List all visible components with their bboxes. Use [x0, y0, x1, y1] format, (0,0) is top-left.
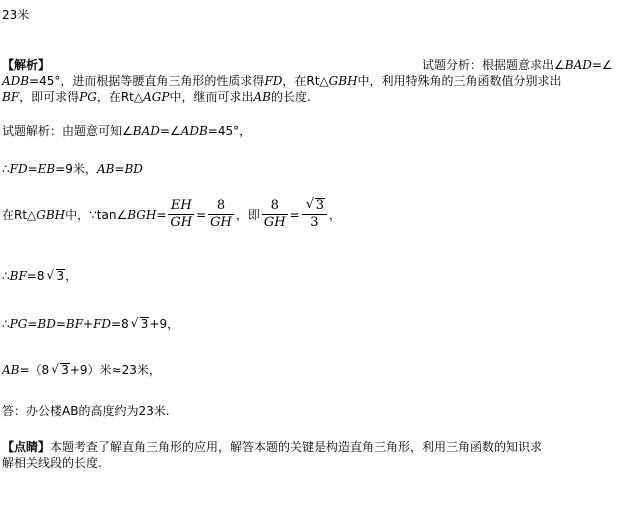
- solution-line-6: AB=（8√ 3+9）米≈23米，: [2, 363, 161, 377]
- analysis-line-2: ADB=45°，进而根据等腰直角三角形的性质求得FD，在Rt△GBH中，利用特殊角的三角函数值分别求出: [2, 74, 562, 88]
- fraction-8-over-gh-2: $\frac{8}{GH}$: [263, 198, 286, 230]
- analysis-label: 【解析】: [2, 58, 51, 72]
- analysis-intro: 试题分析：根据题意求出∠BAD=∠: [422, 58, 613, 72]
- sqrt-symbol: √ 3: [51, 363, 70, 377]
- solution-line-1: 试题解析：由题意可知∠BAD=∠ADB=45°，: [2, 124, 252, 138]
- solution-answer: 答：办公楼AB的高度约为23米.: [2, 404, 170, 418]
- comment-line-1: 【点睛】本题考查了解直角三角形的应用，解答本题的关键是构造直角三角形，利用三角函数的知识求: [2, 440, 543, 454]
- solution-line-4: ∴BF=8√ 3，: [2, 269, 77, 283]
- solution-line-2: ∴FD=EB=9米，AB=BD: [2, 162, 143, 176]
- analysis-line-1: [2, 58, 630, 72]
- answer-text: 23米: [2, 8, 30, 22]
- fraction-8-over-gh: $\frac{8}{GH}$: [210, 198, 232, 230]
- solution-line-5: ∴PG=BD=BF+FD=8√ 3+9，: [2, 317, 179, 331]
- analysis-line-3: BF，即可求得PG，在Rt△AGP中，继而可求出AB的长度.: [2, 90, 311, 104]
- sqrt-symbol: √ 3: [306, 198, 325, 214]
- comment-label: 【点睛】: [2, 440, 51, 454]
- sqrt-symbol: √ 3: [131, 317, 150, 331]
- comment-line-2: 解相关线段的长度.: [2, 456, 102, 470]
- fraction-sqrt3-over-3: √ $\frac{3}{3}$: [302, 198, 327, 231]
- fraction-eh-over-gh: $\frac{EH}{GH}$: [170, 198, 193, 230]
- sqrt-symbol: √ 3: [47, 269, 66, 283]
- solution-line-3: 在Rt△ GBH 中，∵tan∠ BGH = $\frac{EH}{GH}$ = $\frac{8}{GH}$ ，即 $\frac{8}{GH}$ = √ $\frac{3}{3}$ ，: [2, 198, 341, 231]
